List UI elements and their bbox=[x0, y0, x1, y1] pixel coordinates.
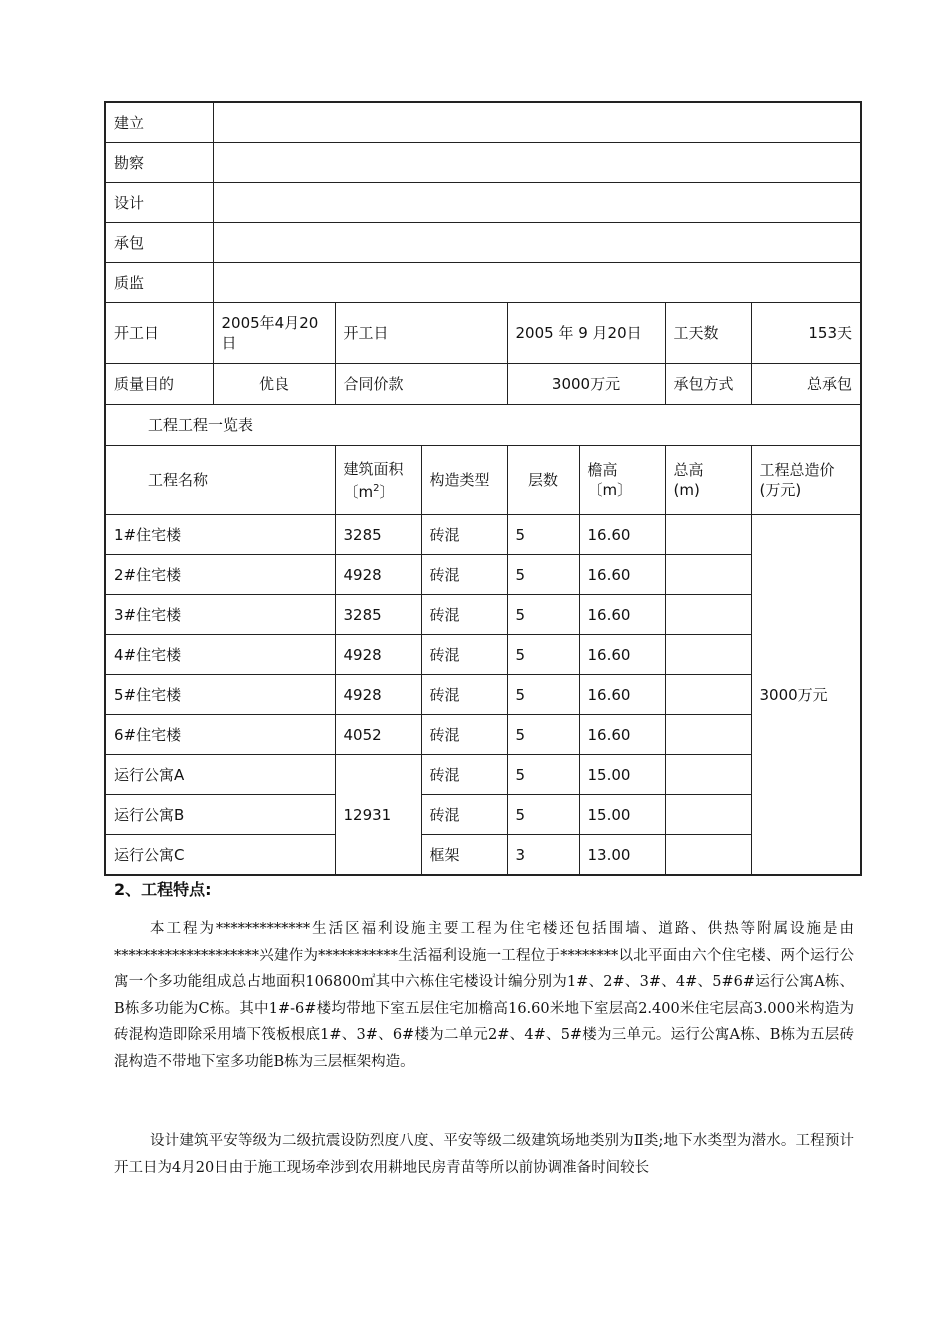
project-area: 4928 bbox=[335, 675, 421, 715]
project-name: 运行公寓B bbox=[105, 795, 335, 835]
paragraph-project-features: 本工程为*************生活区福利设施主要工程为住宅楼还包括围墙、道路、供热等附属设施是由********************兴建作为***********生活福利设施一工程位于********以北平面由六个住宅楼、两个运行公寓一个多功能组成总占地面积106800㎡其中六栋住宅楼设计编分别为1#、2#、3#、4#、5#6#运行公寓A栋、B栋多功能为C栋。其中1#-6#楼均带地下室五层住宅加檐高16.60米地下室层高2.400米住宅层高3.000米构造为砖混构造即除采用墙下筏板根底1#、3#、6#楼为二单元2#、4#、5#楼为三单元。运行公寓A栋、B栋为五层砖混构造不带地下室多功能B栋为三层框架构造。 bbox=[114, 921, 854, 1070]
project-total-height bbox=[665, 755, 751, 795]
project-area: 4052 bbox=[335, 715, 421, 755]
col-header-structure: 构造类型 bbox=[421, 446, 507, 515]
info-row-design bbox=[105, 183, 861, 223]
project-eave-height: 16.60 bbox=[579, 515, 665, 555]
project-structure: 砖混 bbox=[421, 715, 507, 755]
table-row bbox=[105, 715, 861, 755]
project-name: 3#住宅楼 bbox=[105, 595, 335, 635]
project-floors: 5 bbox=[507, 715, 579, 755]
table-row bbox=[105, 795, 861, 835]
project-name: 1#住宅楼 bbox=[105, 515, 335, 555]
body-paragraph bbox=[114, 916, 854, 1075]
dates-row bbox=[105, 303, 861, 364]
project-eave-height: 15.00 bbox=[579, 795, 665, 835]
col-header-eave: 檐高 〔m〕 bbox=[579, 446, 665, 515]
table-row bbox=[105, 835, 861, 876]
project-structure: 框架 bbox=[421, 835, 507, 876]
info-label: 设计 bbox=[105, 183, 213, 223]
project-total-height bbox=[665, 515, 751, 555]
project-area: 4928 bbox=[335, 635, 421, 675]
project-eave-height: 16.60 bbox=[579, 595, 665, 635]
project-structure: 砖混 bbox=[421, 755, 507, 795]
col-header-cost: 工程总造价 (万元) bbox=[751, 446, 861, 515]
info-value bbox=[213, 263, 861, 303]
project-total-height bbox=[665, 795, 751, 835]
project-floors: 5 bbox=[507, 555, 579, 595]
info-value bbox=[213, 223, 861, 263]
project-name: 运行公寓C bbox=[105, 835, 335, 876]
table-row bbox=[105, 755, 861, 795]
total-cost: 3000万元 bbox=[751, 515, 861, 876]
work-days-label: 工天数 bbox=[665, 303, 751, 364]
col-header-area bbox=[335, 446, 421, 515]
project-floors: 5 bbox=[507, 635, 579, 675]
col-header-name: 工程名称 bbox=[105, 446, 335, 515]
project-name: 4#住宅楼 bbox=[105, 635, 335, 675]
project-structure: 砖混 bbox=[421, 515, 507, 555]
paragraph-design-grade: 设计建筑平安等级为二级抗震设防烈度八度、平安等级二级建筑场地类别为Ⅱ类;地下水类型为潜水。工程预计开工日为4月20日由于施工现场牵涉到农用耕地民房青苗等所以前协调准备时间较长 bbox=[114, 1133, 854, 1176]
project-name: 运行公寓A bbox=[105, 755, 335, 795]
section-heading: 2、工程特点: bbox=[114, 880, 212, 899]
table-row bbox=[105, 675, 861, 715]
list-title-row bbox=[105, 405, 861, 446]
col-header-area-line2: 〔$m^2$〕 bbox=[343, 482, 395, 501]
contract-mode-label: 承包方式 bbox=[665, 364, 751, 405]
table-row bbox=[105, 595, 861, 635]
project-area: 3285 bbox=[335, 515, 421, 555]
end-date-label: 开工日 bbox=[335, 303, 507, 364]
project-overview-table bbox=[104, 101, 862, 876]
project-name: 5#住宅楼 bbox=[105, 675, 335, 715]
contract-price-label: 合同价款 bbox=[335, 364, 507, 405]
project-total-height bbox=[665, 595, 751, 635]
col-header-floors: 层数 bbox=[507, 446, 579, 515]
end-date-value: 2005 年 9 月20日 bbox=[507, 303, 665, 364]
project-structure: 砖混 bbox=[421, 595, 507, 635]
project-floors: 5 bbox=[507, 795, 579, 835]
info-row-quality-supervision bbox=[105, 263, 861, 303]
project-eave-height: 16.60 bbox=[579, 635, 665, 675]
project-floors: 3 bbox=[507, 835, 579, 876]
body-paragraph bbox=[114, 1128, 854, 1181]
info-value bbox=[213, 102, 861, 143]
project-floors: 5 bbox=[507, 755, 579, 795]
contract-price-value: 3000万元 bbox=[507, 364, 665, 405]
info-label: 建立 bbox=[105, 102, 213, 143]
project-eave-height: 16.60 bbox=[579, 675, 665, 715]
project-total-height bbox=[665, 715, 751, 755]
col-header-total-height: 总高 (m) bbox=[665, 446, 751, 515]
info-value bbox=[213, 183, 861, 223]
project-structure: 砖混 bbox=[421, 675, 507, 715]
quality-value: 优良 bbox=[213, 364, 335, 405]
quality-label: 质量目的 bbox=[105, 364, 213, 405]
info-row-contractor bbox=[105, 223, 861, 263]
project-name: 6#住宅楼 bbox=[105, 715, 335, 755]
contract-mode-value: 总承包 bbox=[751, 364, 861, 405]
start-date-value: 2005年4月20日 bbox=[213, 303, 335, 364]
project-floors: 5 bbox=[507, 595, 579, 635]
info-label: 承包 bbox=[105, 223, 213, 263]
project-eave-height: 15.00 bbox=[579, 755, 665, 795]
start-date-label: 开工日 bbox=[105, 303, 213, 364]
table-row bbox=[105, 635, 861, 675]
project-structure: 砖混 bbox=[421, 795, 507, 835]
info-label: 勘察 bbox=[105, 143, 213, 183]
project-name: 2#住宅楼 bbox=[105, 555, 335, 595]
project-floors: 5 bbox=[507, 675, 579, 715]
work-days-value: 153天 bbox=[751, 303, 861, 364]
project-total-height bbox=[665, 635, 751, 675]
info-row-survey bbox=[105, 143, 861, 183]
info-label: 质监 bbox=[105, 263, 213, 303]
project-eave-height: 13.00 bbox=[579, 835, 665, 876]
list-title: 工程工程一览表 bbox=[105, 405, 861, 446]
project-total-height bbox=[665, 555, 751, 595]
project-area: 4928 bbox=[335, 555, 421, 595]
project-floors: 5 bbox=[507, 515, 579, 555]
project-eave-height: 16.60 bbox=[579, 555, 665, 595]
project-eave-height: 16.60 bbox=[579, 715, 665, 755]
project-structure: 砖混 bbox=[421, 555, 507, 595]
quality-row bbox=[105, 364, 861, 405]
info-value bbox=[213, 143, 861, 183]
project-total-height bbox=[665, 835, 751, 876]
project-area: 12931 bbox=[335, 755, 421, 876]
project-area: 3285 bbox=[335, 595, 421, 635]
table-row bbox=[105, 555, 861, 595]
project-total-height bbox=[665, 675, 751, 715]
col-header-area-line1: 建筑面积 bbox=[343, 459, 404, 478]
info-row-supervision bbox=[105, 102, 861, 143]
project-structure: 砖混 bbox=[421, 635, 507, 675]
list-header-row bbox=[105, 446, 861, 515]
table-row bbox=[105, 515, 861, 555]
